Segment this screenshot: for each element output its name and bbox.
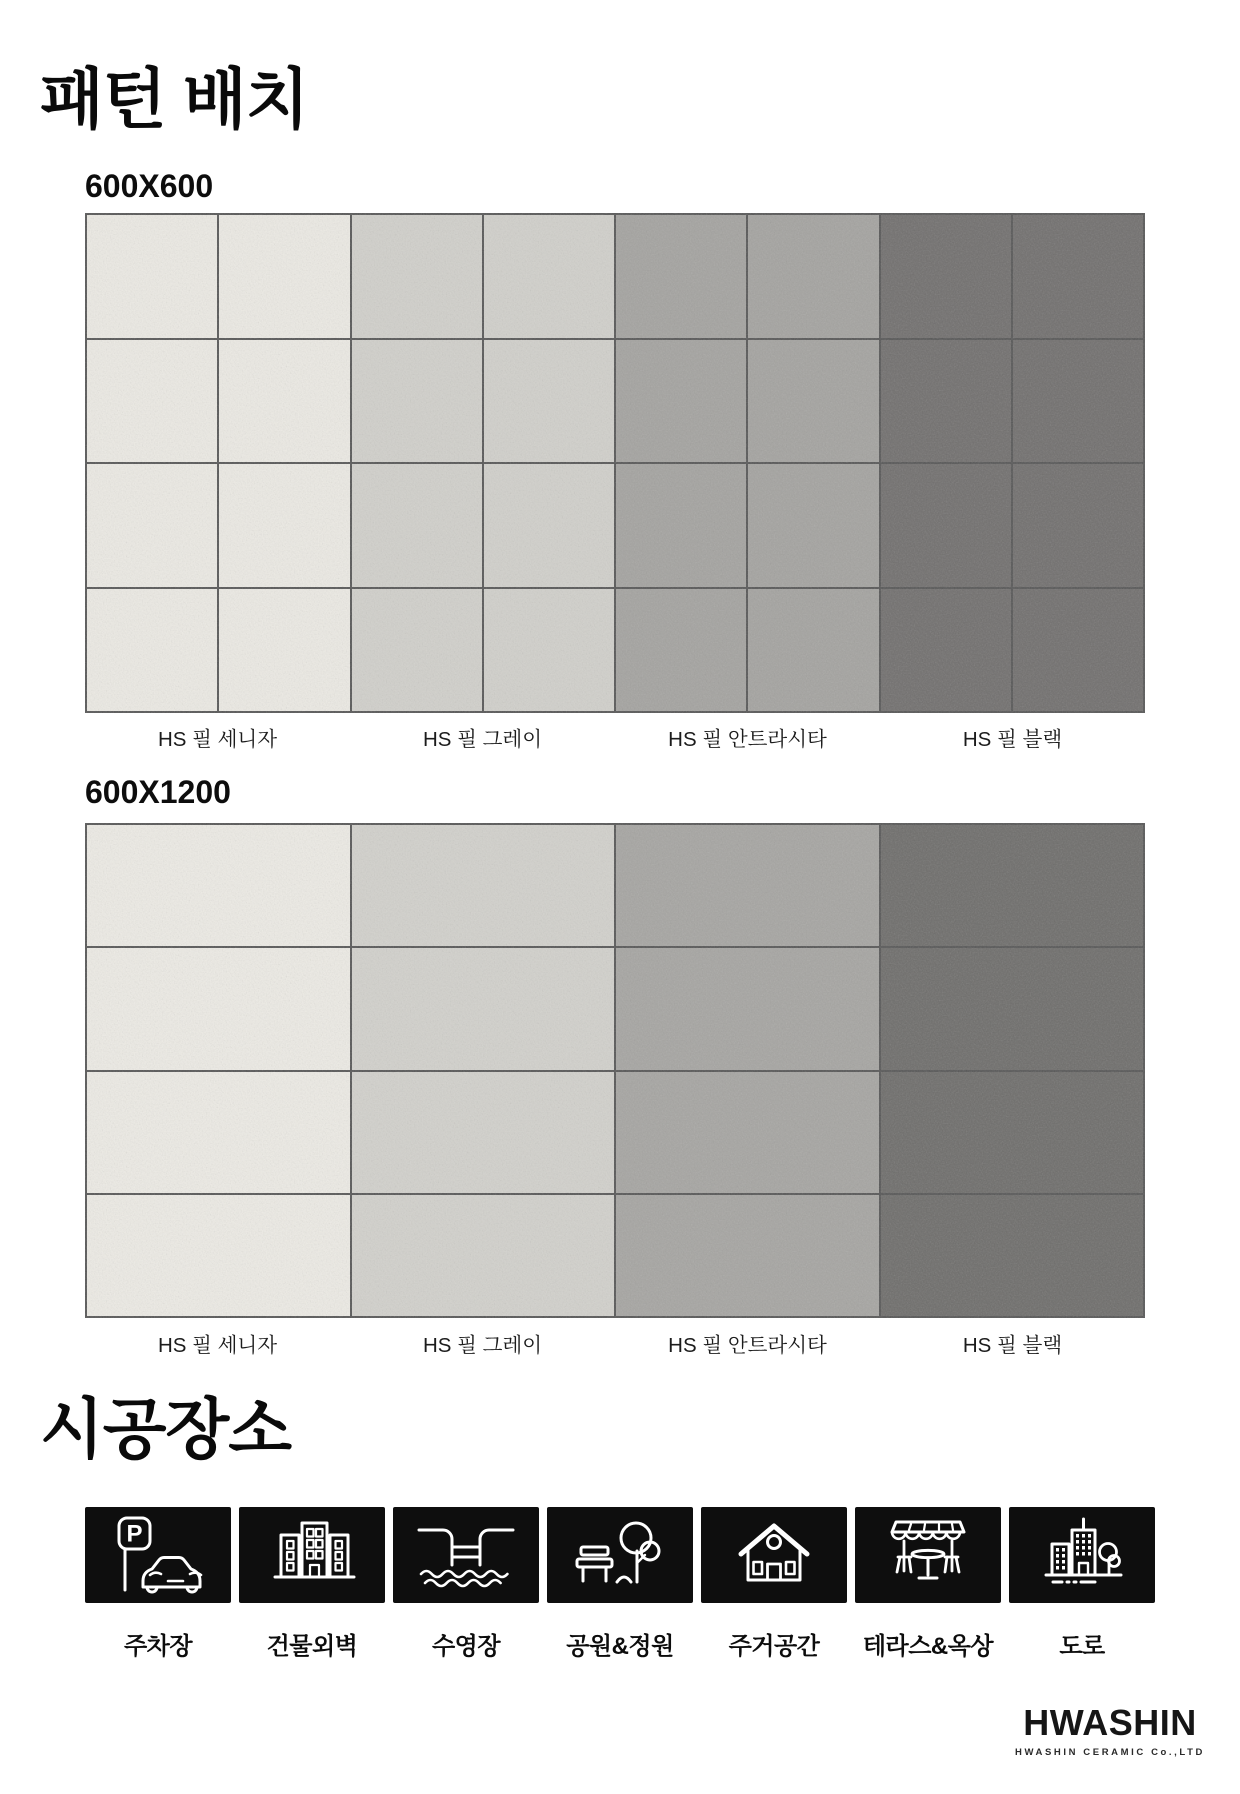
tile: [87, 1195, 350, 1316]
tile: [352, 1072, 615, 1193]
pattern-grid-600x1200: [85, 823, 1145, 1318]
tile: [748, 215, 878, 338]
tile: [87, 825, 350, 946]
residential-icon: [701, 1507, 847, 1603]
tile-series-label: HS 필 블랙: [962, 1334, 1063, 1357]
tile: [352, 589, 482, 712]
location-label: 주차장: [123, 1633, 193, 1660]
tile-series-label: HS 필 그레이: [422, 1334, 543, 1357]
park-garden-icon: [547, 1507, 693, 1603]
tile-series-label: HS 필 세니자: [157, 728, 278, 751]
tile: [616, 1195, 879, 1316]
tile: [484, 589, 614, 712]
tile: [748, 340, 878, 463]
tile: [87, 215, 217, 338]
pattern-grid-600x600: [85, 213, 1145, 713]
tile-series-label: HS 필 그레이: [422, 728, 543, 751]
tile: [881, 1072, 1144, 1193]
location-label: 공원&정원: [566, 1633, 674, 1660]
brand-logo-text: HWASHIN: [1023, 1702, 1197, 1743]
tile: [352, 948, 615, 1069]
tile: [87, 464, 217, 587]
tile: [219, 340, 349, 463]
location-label: 주거공간: [728, 1633, 820, 1660]
tile: [87, 589, 217, 712]
tile-series-label: HS 필 블랙: [962, 728, 1063, 751]
tile: [616, 948, 879, 1069]
location-label: 도로: [1059, 1633, 1105, 1660]
series-label-row-600x600: [85, 722, 1145, 752]
tile-series-label: HS 필 안트라시타: [668, 728, 827, 751]
location-icon-row: [85, 1507, 1155, 1603]
tile: [881, 589, 1011, 712]
tile-series-label: HS 필 안트라시타: [668, 1334, 827, 1357]
tile: [352, 464, 482, 587]
series-label-row-600x1200: [85, 1328, 1145, 1358]
tile-grid: [85, 213, 1145, 713]
swimming-pool-icon: [393, 1507, 539, 1603]
tile: [881, 1195, 1144, 1316]
road-icon: [1009, 1507, 1155, 1603]
locations-section-title: 시공장소: [40, 1392, 292, 1466]
tile: [87, 340, 217, 463]
tile: [881, 825, 1144, 946]
svg-text:P: P: [126, 1520, 143, 1548]
tile: [616, 340, 746, 463]
tile: [616, 589, 746, 712]
location-label: 테라스&옥상: [862, 1633, 994, 1660]
tile: [616, 1072, 879, 1193]
tile: [748, 464, 878, 587]
tile: [1013, 215, 1143, 338]
location-label: 수영장: [431, 1633, 501, 1660]
tile: [484, 464, 614, 587]
brand-logo-subtext: HWASHIN CERAMIC Co.,LTD: [1015, 1747, 1205, 1758]
pattern-section-title: 패턴 배치: [40, 62, 309, 136]
tile: [219, 589, 349, 712]
parking-icon: [85, 1507, 231, 1603]
tile: [616, 215, 746, 338]
tile: [881, 948, 1144, 1069]
building-facade-icon: [239, 1507, 385, 1603]
tile-series-label: HS 필 세니자: [157, 1334, 278, 1357]
tile: [1013, 589, 1143, 712]
size-label-600x1200: 600X1200: [85, 774, 231, 810]
tile: [87, 1072, 350, 1193]
location-label-row: [85, 1626, 1155, 1661]
terrace-rooftop-icon: [855, 1507, 1001, 1603]
brand-logo: [1014, 1702, 1206, 1758]
tile: [881, 340, 1011, 463]
tile: [748, 589, 878, 712]
size-label-600x600: 600X600: [85, 168, 214, 204]
tile: [484, 215, 614, 338]
tile: [219, 215, 349, 338]
tile: [1013, 464, 1143, 587]
tile: [352, 825, 615, 946]
tile: [352, 215, 482, 338]
tile: [219, 464, 349, 587]
tile: [352, 340, 482, 463]
tile: [352, 1195, 615, 1316]
tile: [881, 215, 1011, 338]
tile: [881, 464, 1011, 587]
tile-grid: [85, 823, 1145, 1318]
tile: [616, 825, 879, 946]
tile: [1013, 340, 1143, 463]
tile: [87, 948, 350, 1069]
tile: [616, 464, 746, 587]
location-label: 건물외벽: [266, 1633, 358, 1660]
tile: [484, 340, 614, 463]
